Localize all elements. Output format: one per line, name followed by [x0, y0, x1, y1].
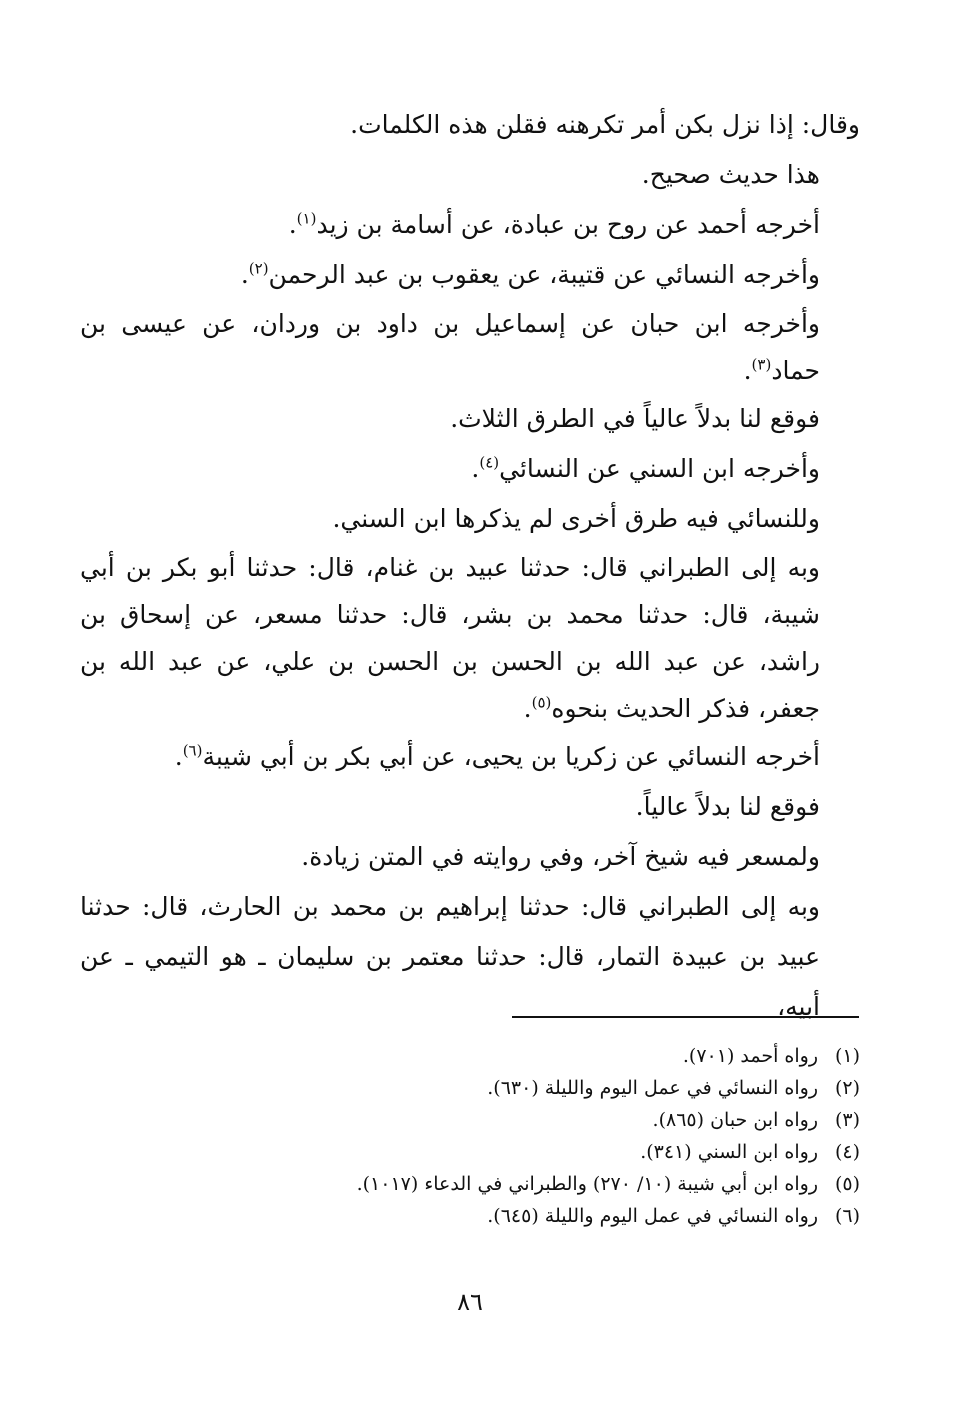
- footnote-ref[interactable]: (٦): [182, 741, 203, 760]
- footnote: [200, 1072, 860, 1104]
- paragraph: أخرجه أحمد عن روح بن عبادة، عن أسامة بن زيد$^{(١)}$.: [288, 209, 820, 239]
- footnote-number: (٣): [834, 1109, 860, 1131]
- paragraph: وبه إلى الطبراني قال: حدثنا إبراهيم بن محمد بن الحارث، قال: حدثنا عبيد بن عبيدة التمار، قال: حدثنا معتمر بن سليمان ـ هو التيمي ـ عن أبيه،: [80, 892, 820, 1021]
- footnote-number: (١): [834, 1045, 860, 1067]
- paragraph: فوقع لنا بدلاً عالياً في الطرق الثلاث.: [450, 404, 820, 433]
- body-text: [80, 100, 860, 1032]
- footnote: [200, 1200, 860, 1232]
- footnote-text: رواه النسائي في عمل اليوم والليلة (٦٤٥).: [487, 1205, 818, 1227]
- paragraph: وأخرجه ابن حبان عن إسماعيل بن داود بن وردان، عن عيسى بن حماد$^{(٣)}$.: [80, 309, 820, 385]
- paragraph: وللنسائي فيه طرق أخرى لم يذكرها ابن السني.: [332, 504, 820, 533]
- footnote-text: رواه ابن حبان (٨٦٥).: [652, 1109, 818, 1131]
- paragraph: أخرجه النسائي عن زكريا بن يحيى، عن أبي بكر بن أبي شيبة$^{(٦)}$.: [174, 741, 820, 771]
- paragraph: وبه إلى الطبراني قال: حدثنا عبيد بن غنام، قال: حدثنا أبو بكر بن أبي شيبة، قال: حدثنا محمد بن بشر، قال: حدثنا مسعر، عن إسحاق بن راشد، عن عبد الله بن الحسن بن الحسن بن علي، عن عبد الله بن جعفر، فذكر الحديث بنحوه$^{(٥)}$.: [80, 553, 821, 723]
- footnotes: [200, 1040, 860, 1232]
- footnote-number: (٢): [834, 1077, 860, 1099]
- footnote-text: رواه النسائي في عمل اليوم والليلة (٦٣٠).: [487, 1077, 818, 1099]
- page-number: ٨٦: [457, 1288, 483, 1316]
- footnote: [200, 1040, 860, 1072]
- footnote-ref[interactable]: (٤): [479, 453, 500, 472]
- footnote-ref[interactable]: (٥): [531, 693, 552, 712]
- paragraph: فوقع لنا بدلاً عالياً.: [635, 792, 820, 821]
- footnote-text: رواه أحمد (٧٠١).: [682, 1045, 818, 1067]
- footnote-number: (٦): [834, 1205, 860, 1227]
- footnote: [200, 1168, 860, 1200]
- paragraph: وقال: إذا نزل بكن أمر تكرهنه فقلن هذه الكلمات.: [350, 110, 860, 139]
- footnote-text: رواه ابن السني (٣٤١).: [640, 1141, 818, 1163]
- paragraph: ولمسعر فيه شيخ آخر، وفي روايته في المتن زيادة.: [301, 842, 820, 871]
- footnote: [200, 1104, 860, 1136]
- footnote-ref[interactable]: (٣): [751, 355, 772, 374]
- paragraph: وأخرجه ابن السني عن النسائي$^{(٤)}$.: [471, 453, 820, 483]
- paragraph: وأخرجه النسائي عن قتيبة، عن يعقوب بن عبد الرحمن$^{(٢)}$.: [240, 259, 820, 289]
- footnote-ref[interactable]: (١): [296, 209, 317, 228]
- footnote-number: (٤): [834, 1141, 860, 1163]
- footnote-ref[interactable]: (٢): [248, 259, 269, 278]
- footnote: [200, 1136, 860, 1168]
- footnote-text: رواه ابن أبي شيبة (١٠/ ٢٧٠) والطبراني في الدعاء (١٠١٧).: [356, 1173, 818, 1195]
- footnote-divider: [512, 1016, 859, 1018]
- paragraph: هذا حديث صحيح.: [641, 160, 820, 189]
- footnote-number: (٥): [834, 1173, 860, 1195]
